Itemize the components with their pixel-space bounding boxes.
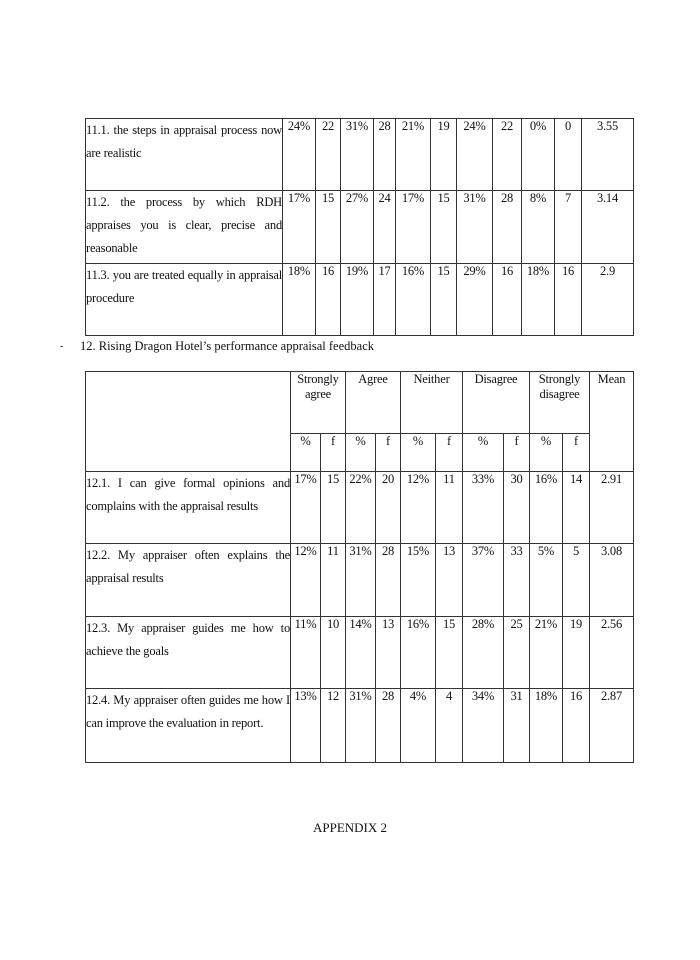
percent-cell: 18%: [522, 264, 555, 336]
table-row: [86, 617, 634, 689]
statement-cell: 11.1. the steps in appraisal process now are realistic: [86, 119, 283, 191]
table-row: [86, 472, 634, 544]
statement-cell: 12.4. My appraiser often guides me how I can improve the evaluation in report.: [86, 689, 291, 763]
percent-cell: 4%: [401, 689, 436, 763]
frequency-cell: 11: [321, 544, 346, 617]
subheader-percent: %: [530, 434, 563, 472]
mean-cell: 2.56: [590, 617, 634, 689]
percent-cell: 22%: [346, 472, 376, 544]
appraisal-process-table: [85, 118, 634, 336]
frequency-cell: 16: [316, 264, 341, 336]
table-row: [86, 264, 634, 336]
percent-cell: 18%: [530, 689, 563, 763]
subheader-frequency: f: [436, 434, 463, 472]
percent-cell: 14%: [346, 617, 376, 689]
percent-cell: 34%: [463, 689, 504, 763]
subheader-frequency: f: [563, 434, 590, 472]
frequency-cell: 16: [555, 264, 582, 336]
header-strongly-agree: Strongly agree: [291, 372, 346, 434]
percent-cell: 28%: [463, 617, 504, 689]
frequency-cell: 10: [321, 617, 346, 689]
frequency-cell: 13: [436, 544, 463, 617]
frequency-cell: 25: [504, 617, 530, 689]
header-neither: Neither: [401, 372, 463, 434]
percent-cell: 16%: [401, 617, 436, 689]
frequency-cell: 12: [321, 689, 346, 763]
percent-cell: 13%: [291, 689, 321, 763]
percent-cell: 31%: [346, 544, 376, 617]
percent-cell: 21%: [530, 617, 563, 689]
statement-cell: 11.2. the process by which RDH appraises you is clear, precise and reasonable: [86, 191, 283, 264]
appraisal-feedback-table: [85, 371, 634, 763]
frequency-cell: 11: [436, 472, 463, 544]
percent-cell: 24%: [283, 119, 316, 191]
frequency-cell: 22: [493, 119, 522, 191]
frequency-cell: 15: [316, 191, 341, 264]
percent-cell: 18%: [283, 264, 316, 336]
percent-cell: 24%: [457, 119, 493, 191]
frequency-cell: 17: [374, 264, 396, 336]
percent-cell: 29%: [457, 264, 493, 336]
percent-cell: 12%: [291, 544, 321, 617]
subheader-frequency: f: [504, 434, 530, 472]
percent-cell: 27%: [341, 191, 374, 264]
frequency-cell: 33: [504, 544, 530, 617]
mean-cell: 3.14: [582, 191, 634, 264]
percent-cell: 17%: [291, 472, 321, 544]
statement-cell: 12.1. I can give formal opinions and complains with the appraisal results: [86, 472, 291, 544]
subheader-frequency: f: [376, 434, 401, 472]
subheader-percent: %: [346, 434, 376, 472]
frequency-cell: 20: [376, 472, 401, 544]
frequency-cell: 28: [493, 191, 522, 264]
subheader-percent: %: [291, 434, 321, 472]
header-blank-cell: [86, 372, 291, 472]
frequency-cell: 5: [563, 544, 590, 617]
percent-cell: 19%: [341, 264, 374, 336]
frequency-cell: 15: [321, 472, 346, 544]
frequency-cell: 7: [555, 191, 582, 264]
percent-cell: 37%: [463, 544, 504, 617]
percent-cell: 31%: [341, 119, 374, 191]
percent-cell: 16%: [396, 264, 431, 336]
percent-cell: 11%: [291, 617, 321, 689]
table-row: [86, 544, 634, 617]
frequency-cell: 19: [431, 119, 457, 191]
percent-cell: 8%: [522, 191, 555, 264]
frequency-cell: 28: [376, 544, 401, 617]
percent-cell: 31%: [457, 191, 493, 264]
header-disagree: Disagree: [463, 372, 530, 434]
frequency-cell: 31: [504, 689, 530, 763]
mean-cell: 2.91: [590, 472, 634, 544]
table-row: [86, 689, 634, 763]
frequency-cell: 13: [376, 617, 401, 689]
mean-cell: 2.9: [582, 264, 634, 336]
percent-cell: 12%: [401, 472, 436, 544]
mean-cell: 2.87: [590, 689, 634, 763]
percent-cell: 5%: [530, 544, 563, 617]
frequency-cell: 16: [493, 264, 522, 336]
table-row: [86, 119, 634, 191]
frequency-cell: 28: [374, 119, 396, 191]
frequency-cell: 15: [436, 617, 463, 689]
frequency-cell: 4: [436, 689, 463, 763]
frequency-cell: 14: [563, 472, 590, 544]
header-agree: Agree: [346, 372, 401, 434]
mean-cell: 3.55: [582, 119, 634, 191]
frequency-cell: 30: [504, 472, 530, 544]
table-row: [86, 191, 634, 264]
statement-cell: 12.3. My appraiser guides me how to achieve the goals: [86, 617, 291, 689]
statement-cell: 12.2. My appraiser often explains the appraisal results: [86, 544, 291, 617]
percent-cell: 0%: [522, 119, 555, 191]
subheader-percent: %: [463, 434, 504, 472]
percent-cell: 31%: [346, 689, 376, 763]
percent-cell: 17%: [283, 191, 316, 264]
list-bullet: -: [60, 341, 64, 352]
frequency-cell: 24: [374, 191, 396, 264]
percent-cell: 33%: [463, 472, 504, 544]
percent-cell: 17%: [396, 191, 431, 264]
percent-cell: 16%: [530, 472, 563, 544]
percent-cell: 21%: [396, 119, 431, 191]
frequency-cell: 15: [431, 191, 457, 264]
percent-cell: 15%: [401, 544, 436, 617]
frequency-cell: 15: [431, 264, 457, 336]
section-caption: 12. Rising Dragon Hotel’s performance appraisal feedback: [80, 339, 374, 353]
mean-cell: 3.08: [590, 544, 634, 617]
header-mean: Mean: [590, 372, 634, 472]
frequency-cell: 16: [563, 689, 590, 763]
statement-cell: 11.3. you are treated equally in appraisal procedure: [86, 264, 283, 336]
frequency-cell: 22: [316, 119, 341, 191]
header-strongly-disagree: Strongly disagree: [530, 372, 590, 434]
frequency-cell: 19: [563, 617, 590, 689]
subheader-percent: %: [401, 434, 436, 472]
frequency-cell: 28: [376, 689, 401, 763]
appendix-title: APPENDIX 2: [312, 820, 388, 835]
subheader-frequency: f: [321, 434, 346, 472]
frequency-cell: 0: [555, 119, 582, 191]
